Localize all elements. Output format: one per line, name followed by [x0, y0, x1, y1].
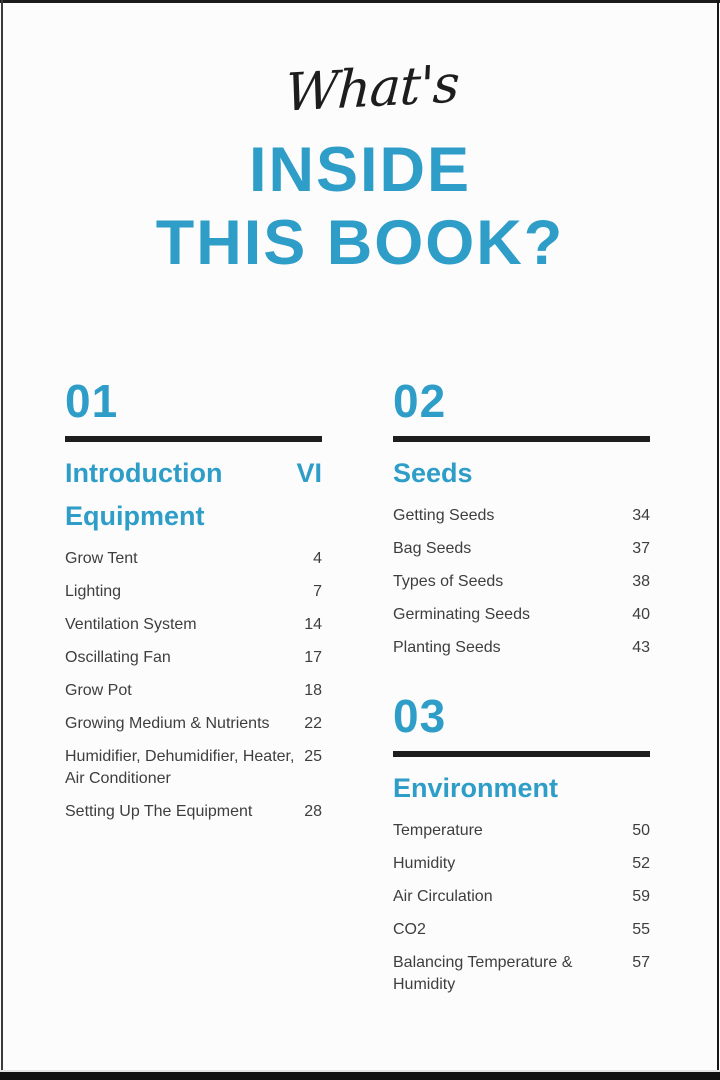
toc-item-page: 38: [632, 573, 650, 590]
toc-section-02: [393, 375, 650, 659]
toc-item: [65, 680, 322, 702]
toc-column-left: [65, 375, 322, 834]
toc-item-page: 37: [632, 540, 650, 557]
toc-item-page: 28: [304, 803, 322, 820]
toc-item-label: Germinating Seeds: [393, 606, 530, 623]
toc-item: [65, 801, 322, 823]
toc-section-03: [393, 690, 650, 996]
page-header: [0, 54, 720, 280]
section-number: 03: [393, 690, 447, 742]
toc-item-page: 25: [304, 748, 322, 765]
section-heading-page: VI: [296, 458, 322, 488]
toc-item-label: Growing Medium & Nutrients: [65, 715, 270, 732]
toc-item: [393, 886, 650, 908]
script-title: What's: [283, 54, 461, 124]
toc-item-label: Planting Seeds: [393, 639, 501, 656]
toc-item: [393, 919, 650, 941]
toc-section-01: [65, 375, 322, 823]
toc-item: [65, 746, 322, 790]
toc-item-label: Setting Up The Equipment: [65, 803, 253, 820]
toc-item: [393, 571, 650, 593]
toc-item-page: 43: [632, 639, 650, 656]
toc-item-page: 50: [632, 822, 650, 839]
toc-item: [65, 647, 322, 669]
toc-item-page: 52: [632, 855, 650, 872]
section-heading: [393, 458, 650, 488]
toc-item: [393, 820, 650, 842]
toc-item-page: 14: [304, 616, 322, 633]
page-border-bottom: [0, 1072, 720, 1080]
section-rule: [393, 436, 650, 442]
toc-column-right: [393, 375, 650, 1007]
toc-item: [393, 538, 650, 560]
toc-item-label: Temperature: [393, 822, 483, 839]
toc-item-label: Oscillating Fan: [65, 649, 171, 666]
toc-item-label: Getting Seeds: [393, 507, 495, 524]
toc-item-page: 40: [632, 606, 650, 623]
section-heading-label: Introduction: [65, 458, 223, 488]
toc-item-label: Air Circulation: [393, 888, 493, 905]
toc-item-page: 4: [313, 550, 322, 567]
toc-item-label: Types of Seeds: [393, 573, 504, 590]
section-heading: [65, 501, 322, 531]
section-rule: [393, 751, 650, 757]
page-title-line2: THIS BOOK?: [155, 208, 565, 279]
section-number: 01: [65, 375, 119, 427]
section-heading-label: Equipment: [65, 501, 205, 531]
toc-item: [393, 853, 650, 875]
page-title: [0, 134, 720, 280]
toc-item: [65, 614, 322, 636]
toc-item-page: 17: [304, 649, 322, 666]
toc-item-page: 18: [304, 682, 322, 699]
toc-item-page: 57: [632, 954, 650, 971]
toc-item-page: 55: [632, 921, 650, 938]
toc-item-page: 7: [313, 583, 322, 600]
section-number: 02: [393, 375, 447, 427]
toc-item-label: Bag Seeds: [393, 540, 472, 557]
toc-item: [393, 604, 650, 626]
toc-item: [393, 637, 650, 659]
section-rule: [65, 436, 322, 442]
toc-item-label: Lighting: [65, 583, 122, 600]
section-items: [393, 820, 650, 996]
toc-item-label: Ventilation System: [65, 616, 197, 633]
toc-item: [65, 581, 322, 603]
page-title-line1: INSIDE: [248, 135, 472, 206]
toc-item-label: Grow Pot: [65, 682, 132, 699]
toc-item-page: 59: [632, 888, 650, 905]
toc-item: [393, 952, 650, 996]
toc-item-page: 34: [632, 507, 650, 524]
toc-item: [65, 713, 322, 735]
toc-item: [65, 548, 322, 570]
page-border-top: [0, 0, 720, 3]
toc-item-label: Humidity: [393, 855, 456, 872]
toc-item-label: CO2: [393, 921, 426, 938]
section-heading-label: Seeds: [393, 458, 473, 488]
toc-item: [393, 505, 650, 527]
toc-item-label: Grow Tent: [65, 550, 138, 567]
toc-item-label: Humidifier, Dehumidifier, Heater, Air Conditioner: [65, 748, 295, 787]
section-items: [393, 505, 650, 659]
toc-item-page: 22: [304, 715, 322, 732]
toc-item-label: Balancing Temperature & Humidity: [393, 954, 573, 993]
section-heading-label: Environment: [393, 773, 559, 803]
section-heading: [65, 458, 322, 488]
section-items: [65, 548, 322, 823]
section-heading: [393, 773, 650, 803]
